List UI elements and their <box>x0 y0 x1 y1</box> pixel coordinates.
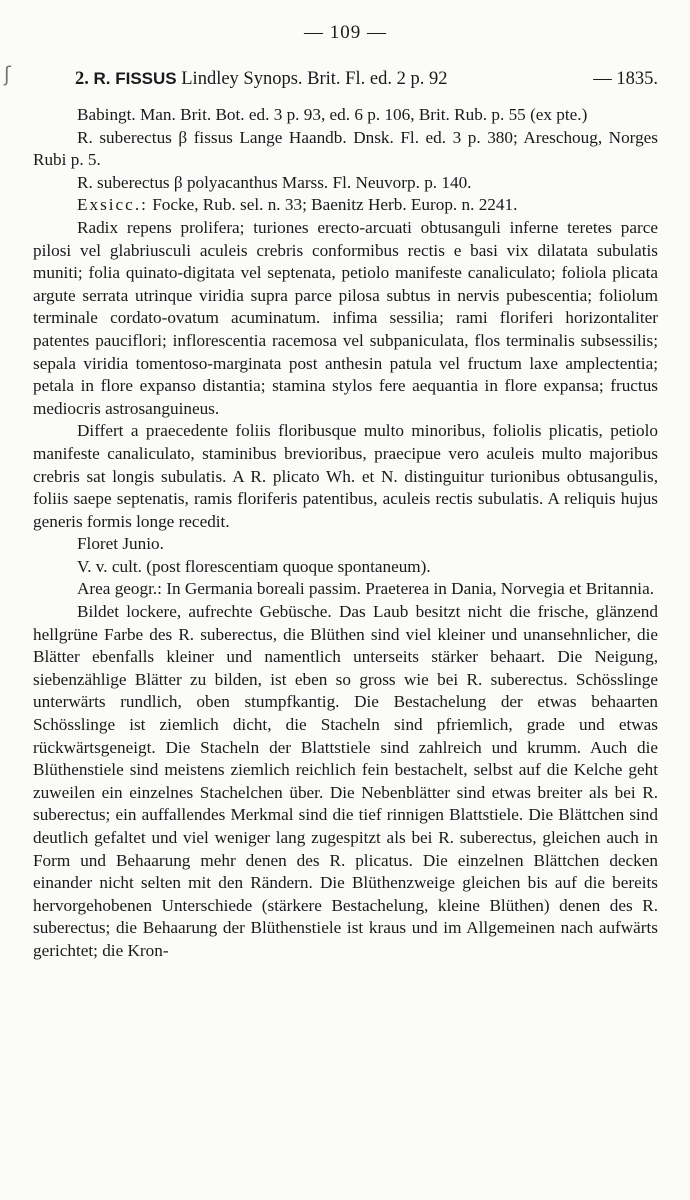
exsiccata-text: Focke, Rub. sel. n. 33; Baenitz Herb. Europ. n. 2241. <box>152 195 518 215</box>
species-number: 2. <box>75 69 89 89</box>
exsiccata-label: Exsicc.: <box>77 195 148 215</box>
area-paragraph: Area geogr.: In Germania boreali passim. Praeterea in Dania, Norvegia et Britannia. <box>77 579 654 599</box>
page-number: — 109 — <box>304 22 387 43</box>
species-year: — 1835. <box>593 69 658 89</box>
species-name: R. FISSUS <box>93 69 177 88</box>
floret-line: Floret Junio. <box>77 534 164 554</box>
latin-description: Radix repens prolifera; turiones erecto-arcuati obtusanguli inferne teretes parce pilosi vel glabriusculi aculeis crebris conformibus rectis e basi vix dilatata subulatis muniti; folia quinato-digitata vel septenata, petiolo manifeste canaliculato; foliola plicata argute serrata utrinque viridia supra parce pilosa subtus in nervis pubescentia; foliolum terminale cordato-ovatum acuminatum. infima sessilia; rami floriferi horizontaliter patentes pauciflori; inflorescentia racemosa vel subpaniculata, flos terminalis subsessilis; sepala viridia tomentoso-marginata post anthesin patula vel fructum laxe amplectentia; petala in flore expanso distantia; stamina stylos fere aequantia in flore expansa; fructus mediocris astrosanguineus. <box>33 217 658 418</box>
species-heading <box>33 66 658 92</box>
differt-paragraph: Differt a praecedente foliis floribusque multo minoribus, foliolis plicatis, petiolo manifeste canaliculato, staminibus brevioribus, praecipue vero aculeis multo majoribus crebris sat longis subulatis. A R. plicato Wh. et N. distinguitur turionibus obtusangulis, foliis saepe septenatis, ramis floriferis patentibus, aculeis rectis subulatis. A reliquis hujus generis formis longe recedit. <box>33 421 658 531</box>
reference-line: R. suberectus β polyacanthus Marss. Fl. Neuvorp. p. 140. <box>77 172 472 192</box>
page <box>33 22 658 963</box>
exsiccata <box>33 194 658 217</box>
german-paragraph: Bildet lockere, aufrechte Gebüsche. Das Laub besitzt nicht die frische, glänzend hellgrüne Farbe des R. suberectus, die Blüthen sind viel kleiner und unansehnlicher, die Blätter ebenfalls kleiner und namentlich unterseits stärker behaart. Die Neigung, siebenzählige Blätter zu bilden, ist eben so gross wie bei R. suberectus. Schösslinge unterwärts rundlich, oben stumpfkantig. Die Bestachelung der etwas behaarten Schösslinge ist ziemlich dicht, die Stacheln sind pfriemlich, grade und etwas rückwärtsgeneigt. Die Stacheln der Blattstiele sind zahlreich und krumm. Auch die Blüthenstiele sind meistens ziemlich reichlich fein bestachelt, selbst auf die Kelche geht zuweilen ein einzelnes Stachelchen über. Die Nebenblätter sind etwas breiter als bei R. suberectus; ein auffallendes Merkmal sind die tief rinnigen Blattstiele. Die Blättchen sind deutlich gefaltet und viel weniger lang zugespitzt als bei R. suberectus, gleichen auch in Form und Behaarung mehr denen des R. plicatus. Die einzelnen Blättchen decken einander nicht selten mit den Rändern. Die Blüthenzweige gleichen bis auf die bereits hervorgehobenen Unterschiede (stärkere Bestachelung, kleine Blüthen) denen des R. suberectus; die Behaarung der Blüthenstiele ist kraus und im Allgemeinen nach aufwärts gerichtet; die Kron- <box>33 602 658 960</box>
margin-pencil-mark: ʃ <box>4 62 11 86</box>
reference-line: R. suberectus β fissus Lange Haandb. Dnsk. Fl. ed. 3 p. 380; Areschoug, Norges Rubi p. 5. <box>33 127 658 170</box>
reference-line: Babingt. Man. Brit. Bot. ed. 3 p. 93, ed. 6 p. 106, Brit. Rub. p. 55 (ex pte.) <box>77 105 588 124</box>
species-citation: Lindley Synops. Brit. Fl. ed. 2 p. 92 <box>181 69 448 89</box>
vv-line: V. v. cult. (post florescentiam quoque spontaneum). <box>77 556 431 576</box>
